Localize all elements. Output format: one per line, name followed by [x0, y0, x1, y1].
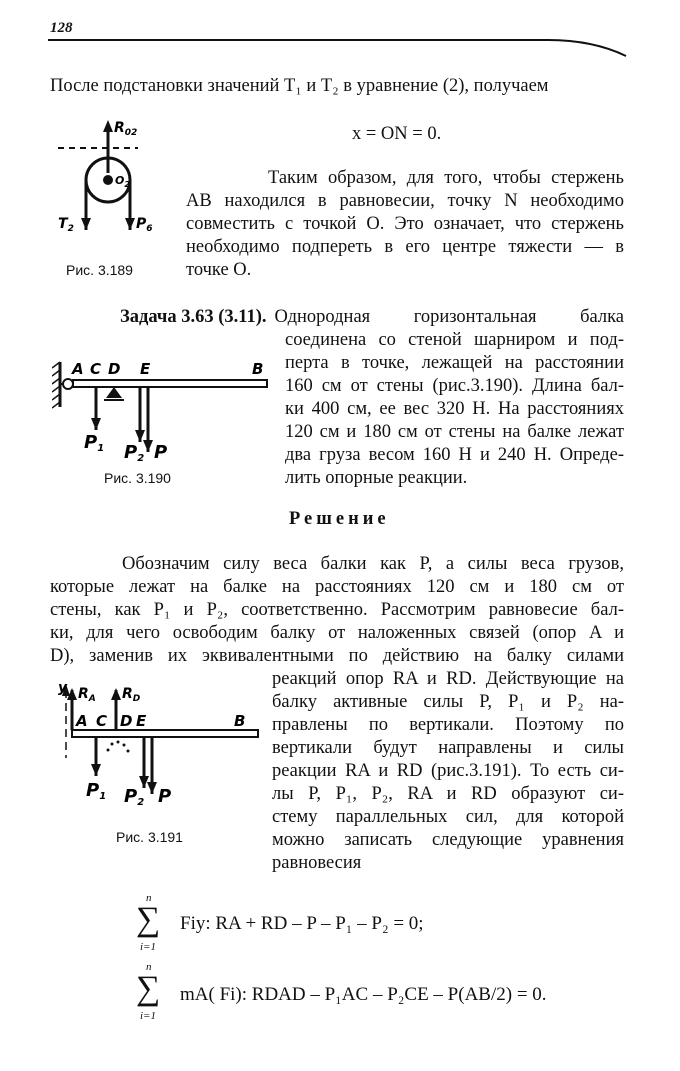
conclusion-line-2: AB находился в равновесии, точку N необходимо: [186, 191, 624, 211]
fig189-r-label: R: [114, 120, 125, 136]
fig189-o-sub: 2: [124, 180, 130, 189]
intro-line: После подстановки значений T₁ и T₂ в уравнение (2), получаем: [50, 76, 549, 96]
fig190-caption: Рис. 3.190: [104, 470, 171, 486]
fig191-label-a: A: [76, 712, 88, 730]
fig190-label-p1: P: [84, 432, 98, 453]
fig190-label-c: C: [90, 360, 102, 378]
fig189-caption: Рис. 3.189: [66, 262, 133, 278]
figure-3-189: [58, 118, 163, 246]
solution-line-2: которые лежат на балке на расстояниях 120 см и 180 см от: [50, 577, 624, 597]
task-heading: Задача 3.63 (3.11).: [120, 307, 267, 327]
fig191-label-c: C: [96, 712, 108, 730]
figure-3-190: [52, 352, 274, 464]
fig191-label-p1: P: [86, 780, 100, 801]
solution-right-line-8: можно записать следующие уравнения: [272, 830, 624, 850]
fig191-label-p: P: [158, 786, 172, 806]
svg-text:P2: [124, 442, 144, 464]
solution-right-line-4: вертикали будут направлены и силы: [272, 738, 624, 758]
fig191-label-d: D: [120, 712, 133, 730]
solution-right-line-5: реакции RA и RD (рис.3.191). То есть си-: [272, 761, 624, 781]
equation-1: Fiy: RA + RD – P – P₁ – P₂ = 0;: [180, 913, 424, 934]
figure-3-191: [58, 668, 268, 806]
equation-2: mA( Fi): RDAD – P₁AC – P₂CE – P(AB/2) = 0.: [180, 984, 547, 1005]
fig189-t-label: T: [58, 216, 68, 232]
fig190-label-p1-sub: 1: [97, 443, 105, 454]
fig190-label-p: P: [154, 442, 168, 463]
task-line-2: соединена со стеной шарниром и под-: [285, 330, 624, 350]
fig189-p-label: P: [136, 216, 147, 232]
svg-text:T2: [58, 216, 74, 234]
sum1-sigma: ∑: [136, 901, 161, 938]
task-line-4: 160 см от стены (рис.3.190). Длина бал-: [285, 376, 624, 396]
fig190-label-a: A: [72, 360, 84, 378]
fig189-o-label: O: [115, 174, 125, 187]
fig190-label-p2-sub: 2: [137, 453, 145, 464]
fig190-label-p2: P: [124, 442, 138, 463]
svg-text:P6: [136, 216, 153, 234]
sum2-lower: i=1: [140, 1010, 156, 1022]
svg-text:P1: [86, 780, 106, 802]
solution-right-line-3: правлены по вертикали. Поэтому по: [272, 715, 624, 735]
fig191-caption: Рис. 3.191: [116, 829, 183, 845]
fig191-label-rd-sub: D: [132, 694, 141, 704]
fig189-r-sub: 02: [124, 128, 138, 138]
fig191-label-b: B: [234, 712, 246, 730]
task-first-line: [120, 306, 624, 328]
fig190-label-d: D: [108, 360, 121, 378]
task-line-5: ки 400 см, ее вес 320 Н. На расстояниях: [285, 399, 624, 419]
solution-line-5: D), заменив их эквивалентными по действию на балку силами: [50, 646, 624, 666]
fig191-label-ra-sub: A: [88, 694, 96, 704]
solution-right-line-7: стему параллельных сил, для которой: [272, 807, 624, 827]
fig189-p-sub: 6: [146, 224, 153, 234]
conclusion-line-1: Таким образом, для того, чтобы стержень: [268, 168, 624, 188]
fig191-label-p1-sub: 1: [99, 791, 107, 802]
page-number: 128: [50, 20, 73, 36]
solution-title: Решение: [289, 509, 390, 529]
fig191-label-ra: R: [78, 686, 89, 702]
solution-right-line-9: равновесия: [272, 853, 362, 873]
fig191-label-y: y: [58, 680, 68, 696]
fig189-t-sub: 2: [67, 224, 74, 234]
task-line-8: лить опорные реакции.: [285, 468, 468, 488]
fig191-label-e: E: [136, 712, 147, 730]
conclusion-line-5: точке O.: [186, 260, 252, 280]
conclusion-line-4: необходимо подпереть в его центре тяжести — в: [186, 237, 624, 257]
result-equation: x = ON = 0.: [352, 124, 442, 144]
header-rule: [48, 38, 628, 60]
solution-line-1: Обозначим силу веса балки как P, а силы веса грузов,: [122, 554, 624, 574]
sum2-sigma: ∑: [136, 970, 161, 1007]
fig190-label-e: E: [140, 360, 151, 378]
fig190-label-b: B: [252, 360, 264, 378]
fig191-label-p2-sub: 2: [137, 797, 145, 806]
solution-right-line-1: реакций опор RA и RD. Действующие на: [272, 669, 624, 689]
fig191-label-rd: R: [122, 686, 133, 702]
solution-right-line-6: лы P, P₁, P₂, RA и RD образуют си-: [272, 784, 624, 804]
task-line-6: 120 см и 180 см от стены на балке лежат: [285, 422, 624, 442]
sum1-upper: n: [146, 892, 152, 904]
svg-text:R02: [114, 120, 137, 138]
task-line-7: два груза весом 160 Н и 240 Н. Опреде-: [285, 445, 624, 465]
solution-right-line-2: балку активные силы P, P₁ и P₂ на-: [272, 692, 624, 712]
solution-line-4: ки, для чего освободим балку от наложенных связей (опор A и: [50, 623, 624, 643]
task-line-1: Однородная горизонтальная балка: [274, 307, 624, 327]
sum2-upper: n: [146, 961, 152, 973]
svg-text:P1: [84, 432, 104, 454]
svg-text:P2: [124, 786, 144, 806]
solution-line-3: стены, как P₁ и P₂, соответственно. Рассмотрим равновесие бал-: [50, 600, 624, 620]
svg-text:RA: [78, 686, 96, 704]
svg-text:O2: [115, 174, 130, 189]
svg-text:RD: [122, 686, 141, 704]
task-line-3: перта в точке, лежащей на расстоянии: [285, 353, 624, 373]
sum1-lower: i=1: [140, 941, 156, 953]
conclusion-line-3: совместить с точкой O. Это означает, что стержень: [186, 214, 624, 234]
fig191-label-p2: P: [124, 786, 138, 806]
